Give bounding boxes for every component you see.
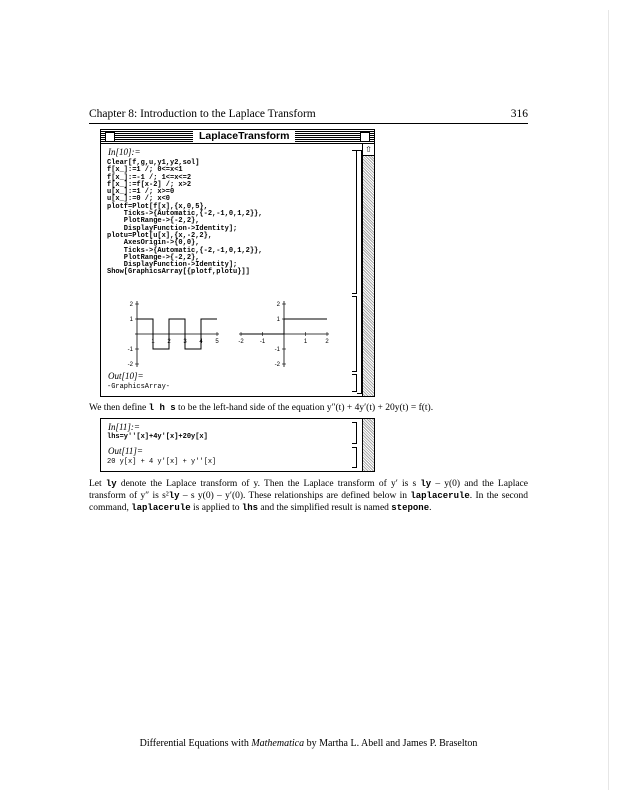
p2-c3: ly [168,491,180,501]
code-line: PlotRange->{-2,2}, [107,217,200,226]
code-line: plotu=Plot[u[x],{x,-2,2}, [107,231,213,240]
p2-c7: stepone [391,503,430,513]
group-cell-bracket[interactable] [357,150,362,394]
x-tick-label: 2 [167,339,171,345]
input-cell-bracket-2[interactable] [352,422,357,444]
x-tick-label: 2 [325,339,329,345]
code-line: Ticks->{Automatic,{-2,-1,0,1,2}}, [107,210,263,219]
para1-text-b: to be the left-hand side of the equation y″(t) + 4y′(t) + 20y(t) = f(t). [175,403,434,413]
scroll-up-arrow-icon[interactable]: ⇧ [363,144,374,156]
window-title: LaplaceTransform [193,130,295,143]
page-edge-line [608,10,609,790]
notebook-window [100,129,375,397]
graphics-array [101,298,351,370]
input-label: In[10]:= [108,147,141,157]
output-cell-bracket[interactable] [352,374,357,392]
footer-italic: Mathematica [251,738,305,749]
p2-c5: laplacerule [131,503,191,513]
output-label-2: Out[11]= [108,446,143,456]
code-line: u[x_]:=1 /; x>=0 [107,188,175,197]
code-line: DisplayFunction->Identity]; [107,261,238,270]
x-tick-label: 4 [199,339,203,345]
p2-t2: denote the Laplace transform of y. Then the Laplace transform of y′ is s [116,479,421,489]
p2-c4: laplacerule [410,491,470,501]
code-line: Ticks->{Automatic,{-2,-1,0,1,2}}, [107,246,263,255]
p2-c1: ly [105,479,117,489]
chapter-title: Chapter 8: Introduction to the Laplace Transform [89,108,316,120]
input-cell-code-2[interactable]: lhs=y''[x]+4y'[x]+20y[x] [107,433,208,441]
running-header [89,108,528,120]
p2-t8: . [429,503,432,513]
input-label-2: In[11]:= [108,422,140,432]
code-line: PlotRange->{-2,2}, [107,253,200,262]
input-cell-code[interactable] [107,160,262,277]
page-number: 316 [510,108,528,120]
code-line: DisplayFunction->Identity]; [107,224,238,233]
y-tick-label: -1 [127,347,133,353]
output-text-2: 20 y[x] + 4 y'[x] + y''[x] [107,458,217,466]
y-tick-label: 2 [276,302,280,308]
p2-c6: lhs [241,503,259,513]
para1-code: l h s [148,403,176,413]
x-tick-label: 1 [303,339,308,345]
zoom-box-icon[interactable] [360,132,370,142]
y-tick-label: 1 [129,317,133,323]
code-line: AxesOrigin->{0,0}, [107,239,200,248]
y-tick-label: 1 [276,317,280,323]
para1-text-a: We then define [89,403,149,413]
p2-c2: ly [420,479,432,489]
p2-t1: Let [89,479,106,489]
notebook-window-2 [100,418,375,472]
x-tick-label: -2 [238,339,244,345]
y-tick-label: -1 [274,347,280,353]
x-tick-label: 3 [183,339,187,345]
close-box-icon[interactable] [105,132,115,142]
window-title-bar[interactable] [101,130,374,144]
vertical-scrollbar[interactable] [362,144,374,396]
output-cell-bracket-2[interactable] [352,447,357,468]
code-line: Show[GraphicsArray[{plotf,plotu}]] [107,268,250,277]
code-line: Clear[f,g,u,y1,y2,sol] [107,159,200,167]
p2-t7: and the simplified result is named [258,503,392,513]
footer-post: by Martha L. Abell and James P. Braselton [304,738,478,749]
p2-t4: – s y(0) – y′(0). These relationships are defined below in [179,491,411,501]
page-footer [89,738,528,749]
footer-pre: Differential Equations with [139,738,252,749]
series-line [241,319,327,334]
x-tick-label: 1 [151,339,155,345]
p2-t3: – y(0) and the Laplace transform of y″ is s² [89,479,528,501]
paragraph-laplace-rules [89,478,528,514]
code-line: u[x_]:=0 /; x<0 [107,195,171,204]
code-line: f[x_]:=1 /; 0<=x<1 [107,166,183,175]
plot-f [128,301,220,368]
plot-u [238,301,329,368]
y-tick-label: -2 [274,362,280,368]
vertical-scrollbar-2[interactable] [362,419,374,471]
code-line: f[x_]:=f[x-2] /; x>2 [107,180,192,189]
y-tick-label: 2 [129,302,133,308]
x-tick-label: 5 [215,339,219,345]
header-rule [89,123,528,124]
p2-t5: . In the second command, [89,491,529,513]
code-line: plotf=Plot[f[x],{x,0,5}, [107,202,208,211]
p2-t6: is applied to [190,503,242,513]
code-line: f[x_]:=-1 /; 1<=x<=2 [107,173,192,182]
x-tick-label: -1 [259,339,266,345]
y-tick-label: -2 [127,362,133,368]
output-label: Out[10]= [108,371,144,381]
paragraph-define-lhs [89,402,528,414]
output-text: -GraphicsArray- [107,383,171,391]
